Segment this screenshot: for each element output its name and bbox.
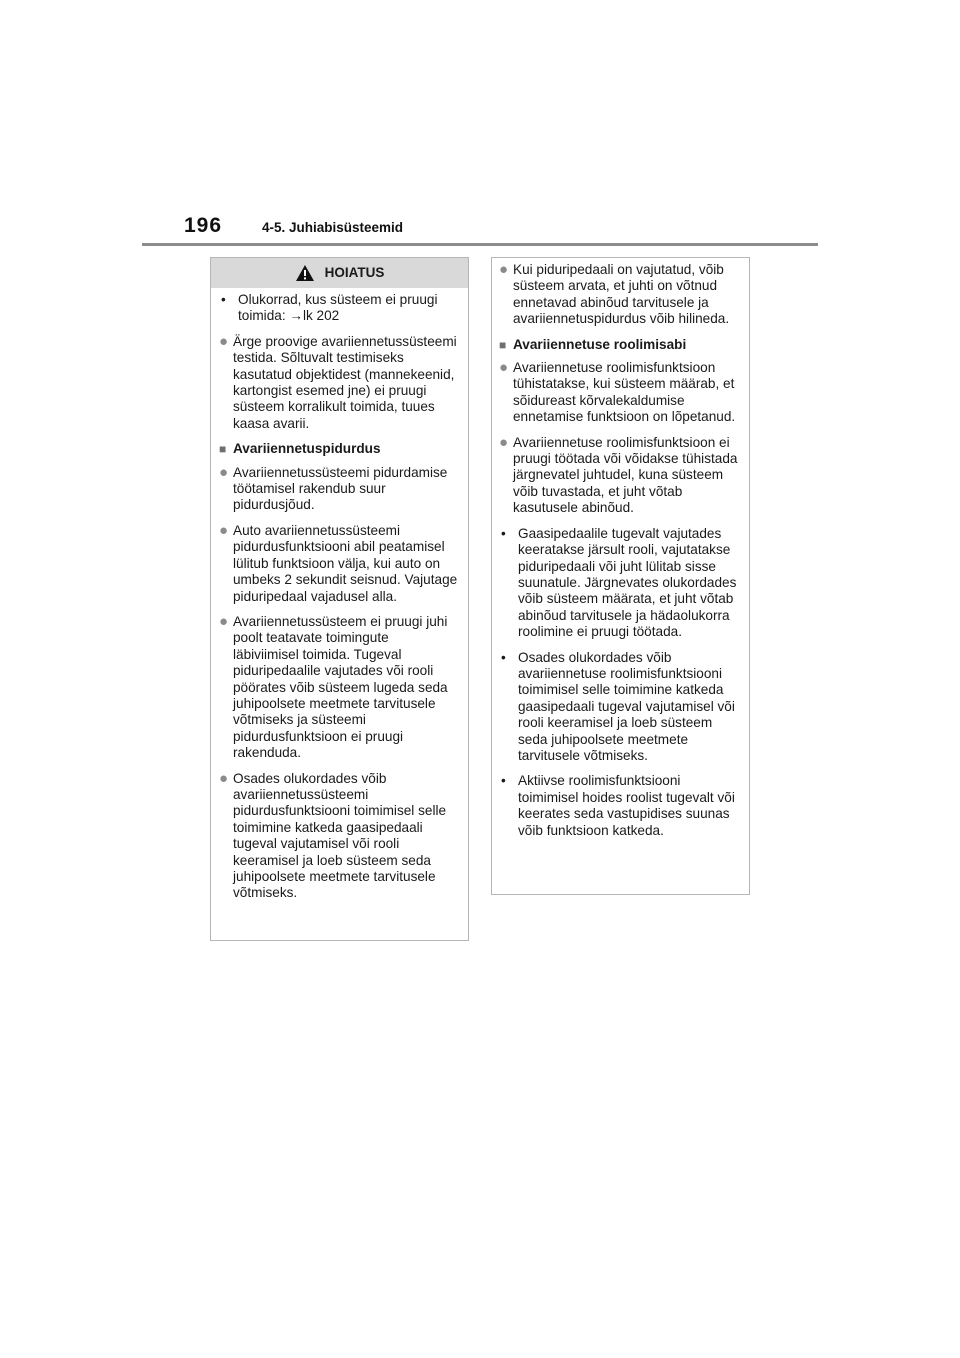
bullet-marker: • (221, 292, 226, 307)
dot-list-item (219, 614, 458, 762)
bullet-marker: • (501, 649, 506, 665)
warning-box (210, 257, 469, 941)
warning-triangle-icon (295, 264, 315, 282)
bullet-list-item (219, 292, 458, 325)
item-text: Aktiivse roolimisfunktsiooni toimimisel hoides roolist tugevalt või keerates seda vastupidises suunas võib funktsioon katkeda. (518, 773, 735, 838)
bullet-marker: • (501, 525, 506, 541)
section-title: 4-5. Juhiabisüsteemid (262, 220, 404, 235)
round-bullet-icon: ● (219, 463, 229, 481)
dot-list-item (499, 262, 739, 328)
warning-content-left (211, 288, 468, 919)
warning-content-right (492, 258, 749, 856)
bullet-list-item (499, 526, 739, 641)
round-bullet-icon: ● (499, 359, 509, 377)
dot-list-item (219, 465, 458, 514)
warning-header (211, 258, 468, 288)
item-text: Gaasipedaalile tugevalt vajutades keeratakse järsult rooli, vajutatakse piduripedaali või juht lülitab sisse suunatule. Järgnevates olukordades võib süsteem määrata, et juht võtab abinõud tarvitusele ja hädaolukorra roolimine ei pruugi töötada. (518, 525, 737, 640)
item-text: Osades olukordades võib avariiennetussüsteemi pidurdusfunktsiooni toimimisel selle toimimine katkeda gaasipedaali tugeval vajutamisel või rooli keeramisel ja loeb süsteem seda juhipoolsete meetmete tarvitusele võtmiseks. (233, 770, 447, 901)
round-bullet-icon: ● (499, 261, 509, 278)
item-text: Ärge proovige avariiennetussüsteemi testida. Sõltuvalt testimiseks kasutatud objektidest (mannekeenid, kartongist esemed jne) ei pruugi süsteem korralikult toimida, tuues kaasa avarii. (233, 333, 457, 431)
item-text: Avariiennetuse roolimisfunktsioon tühistatakse, kui süsteem määrab, et sõidureast kõrvalekaldumise ennetamise funktsioon on lõpetanud. (513, 360, 736, 425)
bullet-list-item (499, 650, 739, 765)
subheading-text: Avariiennetuse roolimisabi (513, 336, 687, 352)
bullet-list-item (499, 773, 739, 839)
item-text: Avariiennetuse roolimisfunktsioon ei pruugi töötada või võidakse tühistada järgnevatel juhtudel, kuna süsteem võib tuvastada, et juht võtab kasutusele abinõud. (513, 434, 738, 516)
item-text: Osades olukordades võib avariiennetuse roolimisfunktsiooni toimimisel selle toimimine katkeda gaasipedaali tugeval vajutamisel või rooli keeramisel ja loeb süsteem seda juhipoolsete meetmete tarvitusele võtmiseks. (518, 649, 735, 763)
item-text: Auto avariiennetussüsteemi pidurdusfunktsiooni abil peatamisel lülitub funktsioon välja, kui auto on umbeks 2 sekundit seisnud. Vajutage piduripedaal vajadusel alla. (233, 522, 458, 604)
round-bullet-icon: ● (219, 521, 229, 539)
square-bullet-icon: ■ (219, 442, 227, 457)
item-text: Kui piduripedaali on vajutatud, võib süsteem arvata, et juhti on võtnud ennetavad abinõud tarvitusele ja avariiennetuspidurdus võib hilineda. (513, 262, 730, 327)
subheading (499, 337, 739, 353)
warning-label: HOIATUS (324, 264, 385, 280)
item-text: Olukorrad, kus süsteem ei pruugi toimida: →lk 202 (238, 292, 438, 324)
round-bullet-icon: ● (499, 433, 509, 451)
header-rule (142, 243, 818, 246)
dot-list-item (219, 523, 458, 605)
item-text: Avariiennetussüsteemi pidurdamise töötamisel rakendub suur pidurdusjõud. (233, 464, 448, 513)
round-bullet-icon: ● (219, 769, 229, 787)
dot-list-item (499, 435, 739, 517)
square-bullet-icon: ■ (499, 337, 507, 352)
round-bullet-icon: ● (219, 332, 229, 350)
dot-list-item (219, 334, 458, 432)
subheading (219, 441, 458, 457)
bullet-marker: • (501, 773, 506, 789)
warning-box-continued (491, 257, 750, 895)
dot-list-item (499, 360, 739, 426)
dot-list-item (219, 771, 458, 902)
item-text: Avariiennetussüsteem ei pruugi juhi poolt teatavate toimingute läbiviimisel toimida. Tugeval piduripedaalile vajutades või rooli pöörates võib süsteem lugeda seda juhipoolsete meetmete tarvitusele võtmiseks ja süsteemi pidurdusfunktsioon ei pruugi rakenduda. (233, 613, 448, 761)
round-bullet-icon: ● (219, 612, 229, 630)
page-number: 196 (184, 214, 223, 237)
subheading-text: Avariiennetuspidurdus (233, 441, 381, 457)
